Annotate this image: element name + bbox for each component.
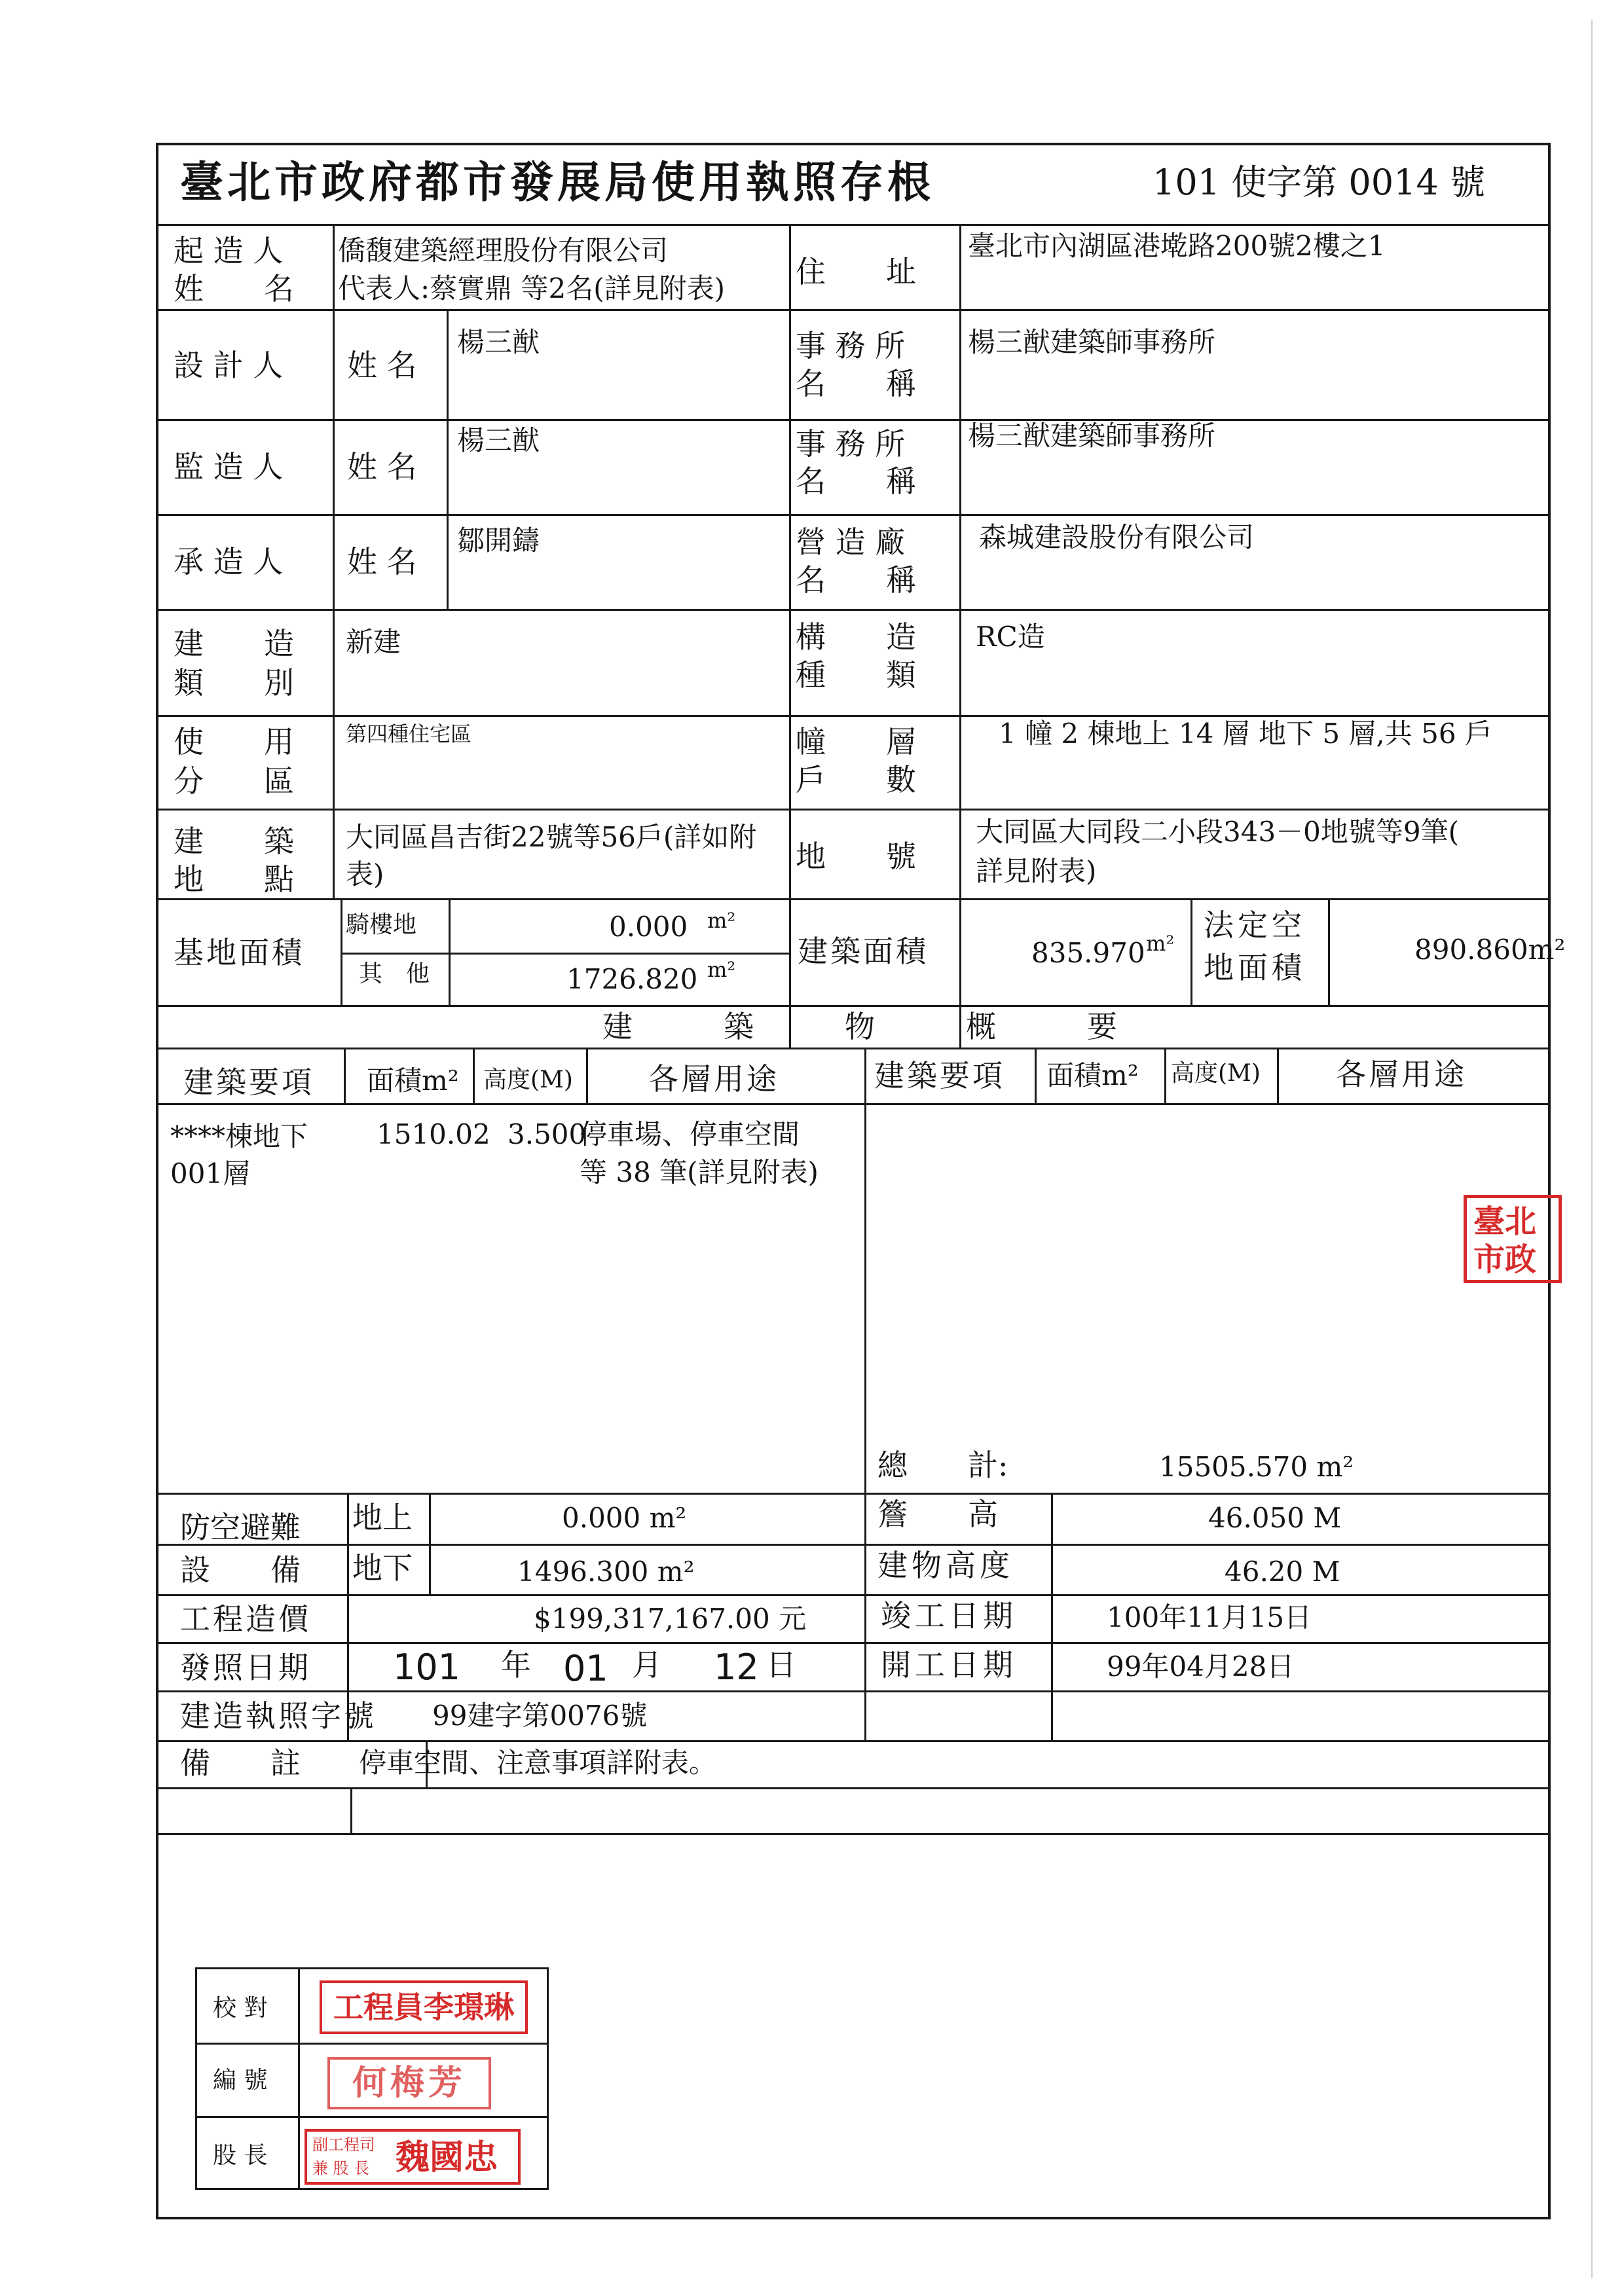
arcade-label: 騎樓地 — [346, 911, 417, 938]
owner-address: 臺北市內湖區港墘路200號2樓之1 — [968, 230, 1386, 262]
issue-day: 12 — [714, 1647, 759, 1688]
eaves-height-label: 簷 高 — [877, 1497, 998, 1532]
summary-heading: 物 — [845, 1009, 875, 1044]
column-header-use: 各層用途 — [648, 1061, 779, 1097]
legal-open-space: 890.860m² — [1414, 934, 1566, 966]
rule — [586, 1048, 588, 1103]
rule — [156, 1642, 1551, 1644]
seal-text: 市政 — [1473, 1241, 1537, 1278]
rule — [156, 514, 1551, 516]
day-unit: 日 — [766, 1647, 796, 1683]
location: 表) — [346, 858, 384, 890]
summary-heading: 概 — [966, 1009, 996, 1044]
owner-label: 起 造 人 — [174, 233, 284, 268]
chief-stamp — [304, 2129, 521, 2185]
rule — [156, 1048, 1551, 1049]
zoning-label: 分 區 — [174, 763, 294, 799]
rule — [156, 1493, 1551, 1495]
remarks: 停車空間、注意事項詳附表。 — [359, 1747, 717, 1779]
issue-year: 101 — [393, 1647, 461, 1688]
rule — [1051, 1493, 1053, 1740]
below-ground-label: 地下 — [352, 1550, 413, 1586]
site-area-label: 基地面積 — [174, 935, 304, 970]
other-area: 1726.820 — [566, 963, 698, 995]
column-header-area: 面積m² — [1046, 1059, 1139, 1091]
rule — [333, 224, 335, 898]
contractor-name: 鄒開鑄 — [457, 524, 540, 556]
building-area: 835.970 — [1031, 937, 1145, 969]
rule — [864, 1048, 866, 1740]
office-label: 事 務 所 — [796, 328, 906, 363]
year-unit: 年 — [501, 1647, 531, 1683]
rule — [156, 1544, 1551, 1546]
building-height-label: 建物高度 — [877, 1548, 1014, 1583]
zoning: 第四種住宅區 — [346, 721, 472, 746]
start-date-label: 開工日期 — [881, 1647, 1017, 1683]
completion-date-label: 竣工日期 — [881, 1598, 1017, 1633]
supervisor-name: 楊三猷 — [457, 424, 540, 456]
summary-height: 3.500 — [507, 1118, 587, 1150]
shelter-above-area: 0.000 m² — [562, 1502, 687, 1534]
address-label: 住 址 — [796, 254, 916, 289]
seal-text: 臺北 — [1473, 1203, 1537, 1240]
units-label: 戶 數 — [796, 762, 916, 797]
supervisor-office: 楊三猷建築師事務所 — [968, 420, 1216, 452]
designer-office: 楊三猷建築師事務所 — [968, 326, 1216, 358]
owner-representative: 代表人:蔡實鼎 等2名(詳見附表) — [338, 272, 725, 304]
area-unit: m² — [1146, 931, 1175, 956]
designer-label: 設 計 人 — [174, 348, 284, 383]
structure-label: 構 造 — [796, 619, 916, 655]
rule — [1328, 898, 1330, 1005]
license-number-label: 建造執照字號 — [180, 1698, 377, 1734]
shelter-label: 防空避難 — [180, 1510, 301, 1545]
building-height: 46.20 M — [1225, 1556, 1340, 1588]
rule — [156, 1690, 1551, 1692]
checker-stamp-text: 工程員李璟琳 — [333, 1990, 514, 2025]
build-type-label: 建 造 — [174, 626, 294, 661]
office-label: 事 務 所 — [796, 426, 906, 462]
summary-heading: 築 — [724, 1009, 754, 1044]
location: 大同區昌吉街22號等56戶(詳如附 — [346, 821, 757, 853]
firm-label: 營 造 廠 — [796, 524, 906, 560]
column-header-height: 高度(M) — [483, 1066, 573, 1093]
cost-label: 工程造價 — [180, 1601, 311, 1637]
summary-heading: 要 — [1087, 1009, 1117, 1044]
location-label: 建 築 — [174, 824, 294, 859]
issue-date-label: 發照日期 — [180, 1650, 311, 1685]
build-type: 新建 — [346, 626, 401, 658]
owner-label: 姓 名 — [174, 271, 294, 306]
license-number: 99建字第0076號 — [432, 1700, 648, 1732]
completion-date: 100年11月15日 — [1107, 1601, 1312, 1633]
name-label: 姓 名 — [347, 544, 417, 579]
name-label: 姓 名 — [347, 449, 417, 484]
column-header-area: 面積m² — [367, 1065, 459, 1097]
rule — [341, 953, 789, 955]
other-label: 其 他 — [359, 960, 430, 987]
summary-item: 001層 — [170, 1157, 251, 1190]
rule — [429, 1493, 431, 1594]
rule — [156, 1740, 1551, 1742]
rule — [1190, 898, 1192, 1005]
rule — [156, 309, 1551, 311]
contractor-label: 承 造 人 — [174, 544, 284, 579]
owner-name: 僑馥建築經理股份有限公司 — [338, 234, 669, 266]
start-date: 99年04月28日 — [1107, 1650, 1295, 1683]
legal-open-space-label: 地面積 — [1204, 950, 1306, 985]
rule — [1035, 1048, 1037, 1103]
rule — [156, 1833, 1551, 1835]
summary-use: 等 38 筆(詳見附表) — [580, 1156, 819, 1188]
supervisor-label: 監 造 人 — [174, 449, 284, 484]
permit-number: 101 使字第 0014 號 — [1153, 162, 1485, 203]
location-label: 地 點 — [174, 862, 294, 897]
rule — [447, 309, 449, 609]
firm-label: 名 稱 — [796, 562, 916, 598]
office-label: 名 稱 — [796, 366, 916, 401]
area-unit: m² — [707, 957, 736, 982]
lot-number: 大同區大同段二小段343－0地號等9筆( — [976, 816, 1459, 848]
chief-label: 股 長 — [213, 2142, 268, 2169]
shelter-label: 設 備 — [180, 1552, 301, 1588]
rule — [195, 2043, 549, 2045]
rule — [789, 224, 791, 1048]
rule — [350, 1787, 352, 1833]
rule — [1277, 1048, 1279, 1103]
summary-heading: 建 — [602, 1009, 633, 1044]
rule — [195, 2116, 549, 2118]
check-label: 校 對 — [213, 1995, 268, 2022]
structure-type: RC造 — [976, 621, 1045, 653]
summary-use: 停車場、停車空間 — [580, 1118, 800, 1150]
column-header-use: 各層用途 — [1336, 1057, 1467, 1092]
rule — [156, 1005, 1551, 1007]
summary-item: ****棟地下 — [170, 1120, 308, 1152]
rule — [959, 224, 961, 1048]
rule — [344, 1048, 346, 1103]
page-edge-line — [1591, 20, 1593, 2278]
number-stamp — [327, 2057, 491, 2109]
lot-label: 地 號 — [796, 839, 916, 874]
rule — [156, 1594, 1551, 1596]
rule — [156, 224, 1551, 226]
official-seal — [1464, 1195, 1562, 1283]
number-stamp-text: 何梅芳 — [352, 2063, 466, 2103]
chief-stamp-name: 魏國忠 — [396, 2138, 498, 2178]
column-header-item: 建築要項 — [183, 1065, 314, 1100]
arcade-area: 0.000 — [609, 911, 688, 943]
units-count: 1 幢 2 棟地上 14 層 地下 5 層,共 56 戶 — [999, 718, 1492, 750]
rule — [156, 419, 1551, 421]
contractor-firm: 森城建設股份有限公司 — [979, 521, 1255, 553]
name-label: 姓 名 — [347, 348, 417, 383]
rule — [449, 898, 451, 1005]
rule — [1164, 1048, 1166, 1103]
rule — [156, 1787, 1551, 1789]
rule — [298, 1967, 300, 2190]
above-ground-label: 地上 — [352, 1500, 413, 1535]
zoning-label: 使 用 — [174, 724, 294, 759]
form-title: 臺北市政府都市發展局使用執照存根 — [180, 156, 934, 208]
column-header-height: 高度(M) — [1171, 1060, 1261, 1087]
legal-open-space-label: 法定空 — [1204, 907, 1306, 943]
summary-area: 1510.02 — [377, 1118, 490, 1150]
office-label: 名 稱 — [796, 464, 916, 499]
rule — [156, 809, 1551, 811]
structure-label: 種 類 — [796, 657, 916, 693]
issue-month: 01 — [563, 1648, 608, 1689]
rule — [156, 1103, 1551, 1105]
lot-number: 詳見附表) — [976, 855, 1097, 887]
building-area-label: 建築面積 — [798, 934, 929, 969]
month-unit: 月 — [632, 1647, 662, 1683]
eaves-height: 46.050 M — [1208, 1502, 1342, 1534]
rule — [156, 609, 1551, 611]
remarks-label: 備 註 — [180, 1745, 301, 1781]
shelter-below-area: 1496.300 m² — [517, 1556, 695, 1588]
total-label: 總 計: — [877, 1448, 1008, 1483]
construction-cost: $199,317,167.00 元 — [534, 1603, 807, 1635]
rule — [341, 898, 342, 1005]
column-header-item: 建築要項 — [874, 1058, 1005, 1093]
designer-name: 楊三猷 — [457, 326, 540, 358]
chief-stamp-text: 兼 股 長 — [312, 2159, 370, 2178]
checker-stamp — [320, 1980, 528, 2034]
rule — [156, 715, 1551, 717]
area-unit: m² — [707, 908, 736, 933]
chief-stamp-text: 副工程司 — [312, 2136, 375, 2154]
units-label: 幢 層 — [796, 724, 916, 759]
total-floor-area: 15505.570 m² — [1159, 1451, 1354, 1483]
rule — [156, 898, 1551, 900]
number-label: 編 號 — [213, 2067, 268, 2094]
build-type-label: 類 別 — [174, 665, 294, 701]
rule — [473, 1048, 475, 1103]
